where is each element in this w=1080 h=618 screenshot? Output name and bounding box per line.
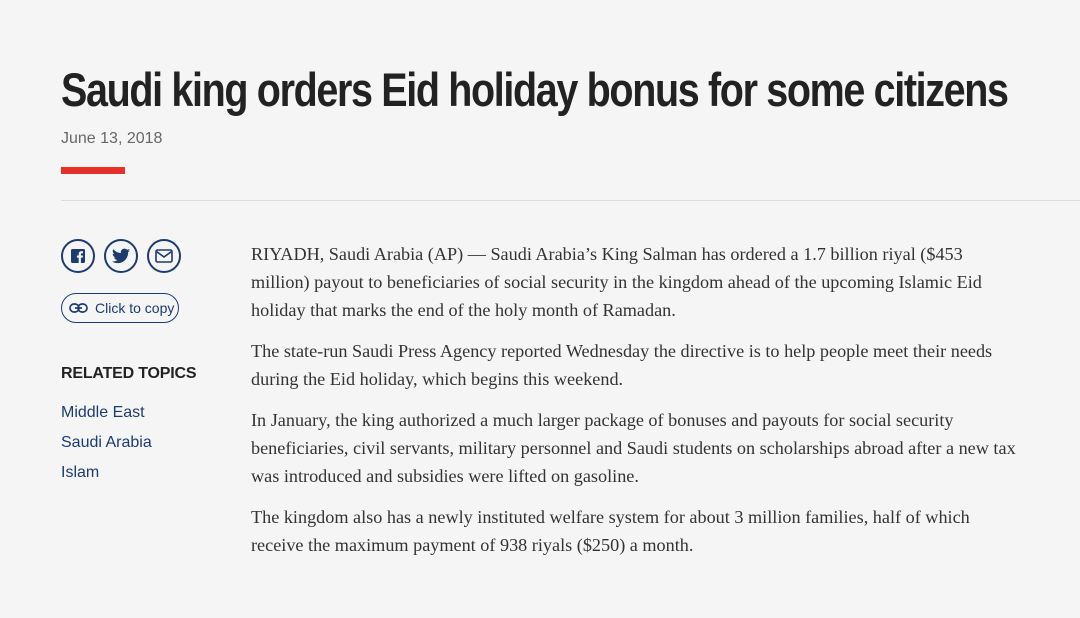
related-topic-item: [61, 433, 152, 463]
article-date: June 13, 2018: [61, 130, 163, 147]
copy-link-button[interactable]: [61, 293, 179, 323]
link-icon: [69, 302, 88, 314]
article-paragraph: In January, the king authorized a much larger package of bonuses and payouts for social security beneficiaries, civil servants, military personnel and Saudi students on scholarships abroad after a new tax was introduced and subsidies were lifted on gasoline.: [251, 410, 1016, 486]
article-paragraph: The kingdom also has a newly instituted welfare system for about 3 million families, half of which receive the maximum payment of 938 riyals ($250) a month.: [251, 507, 970, 555]
email-icon: [155, 249, 173, 263]
article-headline: Saudi king orders Eid holiday bonus for some citizens: [61, 63, 1008, 116]
twitter-icon: [112, 248, 130, 264]
share-buttons: [61, 239, 181, 273]
article-body: [251, 240, 1021, 572]
copy-link-label: Click to copy: [95, 300, 175, 316]
article-paragraph: RIYADH, Saudi Arabia (AP) — Saudi Arabia’s King Salman has ordered a 1.7 billion riyal ($453 million) payout to beneficiaries of social security in the kingdom ahead of the upcoming Islamic Eid holiday that marks the end of the holy month of Ramadan.: [251, 244, 982, 320]
header-divider: [61, 200, 1080, 201]
related-topics-heading: RELATED TOPICS: [61, 365, 197, 382]
email-share-button[interactable]: [147, 239, 181, 273]
related-topic-item: [61, 463, 152, 493]
twitter-share-button[interactable]: [104, 239, 138, 273]
related-topic-item: [61, 403, 152, 433]
article-paragraph: The state-run Saudi Press Agency reported Wednesday the directive is to help people meet their needs during the Eid holiday, which begins this weekend.: [251, 341, 993, 389]
related-topic-islam[interactable]: Islam: [61, 464, 100, 481]
facebook-share-button[interactable]: [61, 239, 95, 273]
facebook-icon: [70, 248, 86, 264]
related-topic-saudi-arabia[interactable]: Saudi Arabia: [61, 434, 152, 451]
related-topic-middle-east[interactable]: Middle East: [61, 404, 145, 421]
related-topics-list: [61, 403, 152, 493]
accent-rule: [61, 167, 125, 174]
